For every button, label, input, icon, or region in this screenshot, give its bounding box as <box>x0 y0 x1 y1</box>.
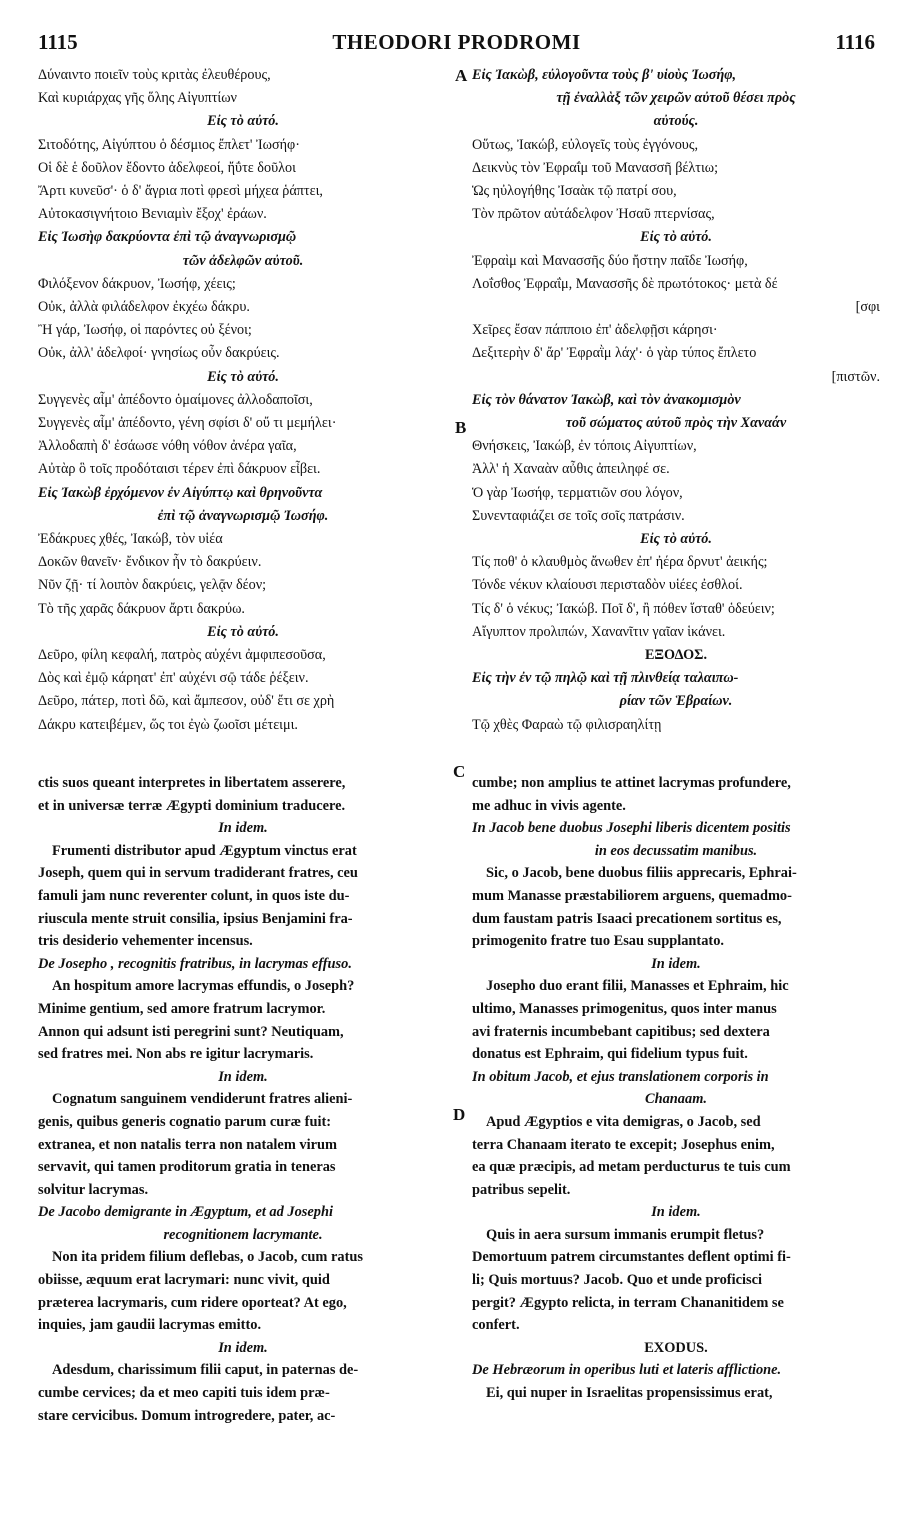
text-line: cumbe cervices; da et meo capiti tuis idem præ- <box>38 1385 330 1402</box>
text-line: ultimo, Manasses primogenitus, quos inter manus <box>472 1000 777 1017</box>
page-number-left: 1115 <box>38 30 78 54</box>
text-line: Οὐκ, ἀλλ' ἀδελφοί· γνησίως οὖν δακρύεις. <box>38 345 280 362</box>
section-heading-line: Εἰς τὸ αὐτό. <box>207 113 279 130</box>
section-heading-line: De Hebræorum in operibus luti et lateris afflictione. <box>472 1362 782 1379</box>
text-line: Ei, qui nuper in Israelitas propensissimus erat, <box>486 1385 773 1402</box>
section-heading-line: Εἰς τὸ αὐτό. <box>207 368 279 385</box>
latin-column-right <box>472 772 880 1405</box>
text-line: Οἱ δὲ ἑ δοῦλον ἔδοντο ἀδελφεοί, ἤΰτε δοῦλοι <box>38 159 296 176</box>
text-line: me adhuc in vivis agente. <box>472 797 626 814</box>
text-line: An hospitum amore lacrymas effundis, o Joseph? <box>52 978 355 995</box>
text-line: Joseph, quem qui in servum tradiderant fratres, ceu <box>38 865 358 882</box>
latin-column-left <box>38 772 448 1427</box>
text-line: dum faustam patris Isaaci precationem sortitus es, <box>472 910 782 927</box>
text-line: Ἐδάκρυες χθές, Ἰακώβ, τὸν υἱέα <box>38 531 223 548</box>
text-line: primogenito fratre tuo Esau supplantato. <box>472 933 724 950</box>
text-line: riuscula mente struit consilia, ipsius Benjamini fra- <box>38 910 353 927</box>
text-line: Συγγενὲς αἷμ' ἀπέδοντο ὁμαίμονες ἀλλοδαποῖσι, <box>38 391 313 408</box>
margin-letter-b: B <box>455 418 467 437</box>
section-heading-line: Εἰς τὸ αὐτό. <box>207 623 279 640</box>
text-line: [σφι <box>855 299 880 316</box>
text-line: Θνήσκεις, Ἰακώβ, ἐν τόποις Αἰγυπτίων, <box>472 438 697 455</box>
text-line: Φιλόξενον δάκρυον, Ἰωσήφ, χέεις; <box>38 275 236 292</box>
running-header <box>38 30 875 58</box>
text-line: Non ita pridem filium deflebas, o Jacob, cum ratus <box>52 1249 363 1266</box>
text-line: mum Manasse præstabiliorem arguens, quemadmo- <box>472 887 792 904</box>
text-line: Σιτοδότης, Αἰγύπτου ὁ δέσμιος ἔπλετ' Ἰωσήφ· <box>38 136 300 153</box>
section-heading-line: Εἰς τὴν ἐν τῷ πηλῷ καὶ τῇ πλινθείᾳ ταλαιπω- <box>472 670 739 687</box>
section-heading-line: In Jacob bene duobus Josephi liberis dicentem positis <box>472 820 791 837</box>
text-line: Ἄρτι κυνεῦσ'· ὁ δ' ἄγρια ποτὶ φρεσὶ μήχεα ῥάπτει, <box>38 183 323 200</box>
text-line: Δεξιτερὴν δ' ἄρ' Ἐφραῒμ λάχ'· ὁ γὰρ τύπος ἔπλετο <box>472 345 757 362</box>
text-line: Cognatum sanguinem vendiderunt fratres alieni- <box>52 1091 353 1108</box>
text-line: pergit? Ægypto relicta, in terram Chananitidem se <box>472 1294 784 1311</box>
text-line: Συνενταφιάζει σε τοῖς σοῖς πατράσιν. <box>472 507 685 524</box>
text-line: Δεῦρο, πάτερ, ποτὶ δῶ, καὶ ἄμπεσον, οὐδ' ἔτι σε χρὴ <box>38 693 335 710</box>
section-heading-line: De Josepho , recognitis fratribus, in lacrymas effuso. <box>38 955 352 972</box>
section-heading-line: Εἰς τὸν θάνατον Ἰακὼβ, καὶ τὸν ἀνακομισμὸν <box>472 391 741 408</box>
section-heading-line: Εἰς τὸ αὐτό. <box>640 229 712 246</box>
text-line: sed fratres mei. Non abs re igitur lacrymaris. <box>38 1046 314 1063</box>
text-line: terra Chanaam iterato te excepit; Josephus enim, <box>472 1136 775 1153</box>
text-line: Αὐτὰρ ὃ τοῖς προδόταισι τέρεν ἐπὶ δάκρυον εἶβει. <box>38 461 321 478</box>
text-line: Ἢ γάρ, Ἰωσήφ, οἱ παρόντες οὐ ξένοι; <box>38 322 252 339</box>
text-line: Adesdum, charissimum filii caput, in paternas de- <box>52 1362 359 1379</box>
text-line: Apud Ægyptios e vita demigras, o Jacob, sed <box>486 1113 761 1130</box>
text-line: Ἐφραὶμ καὶ Μανασσῆς δύο ἤστην παῖδε Ἰωσήφ, <box>472 252 748 269</box>
section-heading-line: ΕΞΟΔΟΣ. <box>644 647 708 664</box>
text-line: Ὁ γὰρ Ἰωσήφ, τερματιῶν σου λόγον, <box>472 484 683 501</box>
text-line: servavit, qui tamen proditorum gratia in teneras <box>38 1159 336 1176</box>
text-line: tris desiderio vehementer incensus. <box>38 933 253 950</box>
text-line: Αὐτοκασιγνήτοιο Βενιαμὶν ἔξοχ' ἐράων. <box>38 206 267 223</box>
text-line: Δοκῶν θανεῖν· ἔνδικον ἦν τὸ δακρύειν. <box>38 554 262 571</box>
text-line: Αἴγυπτον προλιπών, Χανανῖτιν γαῖαν ἱκάνει. <box>472 623 726 640</box>
section-heading-line: recognitionem lacrymante. <box>163 1226 323 1243</box>
section-heading-line: Εἰς τὸ αὐτό. <box>640 531 712 548</box>
text-line: Δὸς καὶ ἐμῷ κάρηατ' ἐπ' αὐχένι σῷ τάδε ῥέξειν. <box>38 670 309 687</box>
text-line: Quis in aera sursum immanis erumpit fletus? <box>486 1226 765 1243</box>
section-heading-line: Εἰς Ἰακὼβ, εὐλογοῦντα τοὺς β' υἱοὺς Ἰωσήφ, <box>472 67 737 83</box>
text-line: Δάκρυ κατειβέμεν, ὥς τοι ἐγὼ ζωοῖσι μέτειμι. <box>38 716 298 733</box>
text-line: et in universæ terræ Ægypti dominium traducere. <box>38 797 346 814</box>
text-line: Minime gentium, sed amore fratrum lacrymor. <box>38 1000 326 1017</box>
text-line: Josepho duo erant filii, Manasses et Ephraim, hic <box>486 978 789 995</box>
text-line: Νῦν ζῇ· τί λοιπὸν δακρύεις, γελᾷν δέον; <box>38 577 267 594</box>
text-line: Annon qui adsunt isti peregrini sunt? Neutiquam, <box>38 1023 344 1040</box>
section-heading-line: τοῦ σώματος αὐτοῦ πρὸς τὴν Χαναάν <box>565 415 787 432</box>
text-line: patribus sepelit. <box>472 1181 571 1198</box>
text-line: Τόνδε νέκυν κλαίουσι περισταδὸν υἱέες ἐσθλοί. <box>472 577 743 594</box>
section-heading-line: in eos decussatim manibus. <box>594 842 758 859</box>
section-heading-line: De Jacobo demigrante in Ægyptum, et ad Josephi <box>38 1204 333 1221</box>
text-line: Ἀλλοδαπὴ δ' ἐσάωσε νόθη νόθον ἀνέρα γαῖα, <box>38 438 297 455</box>
greek-column-right <box>472 64 880 737</box>
section-heading-line: In obitum Jacob, et ejus translationem corporis in <box>472 1068 769 1085</box>
text-line: Frumenti distributor apud Ægyptum vinctus erat <box>52 842 357 859</box>
section-heading-line: αὐτούς. <box>653 113 699 130</box>
text-line: Demortuum patrem circumstantes deflent optimi fi- <box>472 1249 791 1266</box>
section-heading-line: τῇ ἐναλλὰξ τῶν χειρῶν αὐτοῦ θέσει πρὸς <box>556 90 796 107</box>
text-line: Δεῦρο, φίλη κεφαλή, πατρὸς αὐχένι ἀμφιπεσοῦσα, <box>38 647 326 664</box>
text-line: Τῷ χθὲς Φαραὼ τῷ φιλισραηλίτῃ <box>472 716 662 733</box>
page-number-right: 1116 <box>835 30 875 54</box>
text-line: solvitur lacrymas. <box>38 1181 149 1198</box>
text-line: Τίς δ' ὁ νέκυς; Ἰακώβ. Ποῖ δ', ἢ πόθεν ἵσταθ' ὁδεύειν; <box>472 600 775 617</box>
margin-letter-d: D <box>453 1105 466 1124</box>
text-line: Δεικνὺς τὸν Ἐφραΐμ τοῦ Μανασσῆ βέλτιω; <box>472 159 719 176</box>
text-line: avi fraternis incumbebant capitibus; sed dextera <box>472 1023 770 1040</box>
text-line: famuli jam nunc reverenter colunt, in quos iste du- <box>38 887 350 904</box>
text-line: Ὡς ηὐλογήθης Ἰσαὰκ τῷ πατρί σου, <box>472 183 677 200</box>
text-line: Τίς ποθ' ὁ κλαυθμὸς ἄνωθεν ἐπ' ἠέρα δρνυτ' ἀεικής; <box>472 554 768 571</box>
margin-letter-a: A <box>455 66 468 85</box>
running-title: THEODORI PRODROMI <box>332 30 581 54</box>
section-heading-line: In idem. <box>218 1068 268 1085</box>
section-heading-line: Εἰς Ἰωσὴφ δακρύοντα ἐπὶ τῷ ἀναγνωρισμῷ <box>38 229 297 246</box>
section-heading-line: Chanaam. <box>645 1091 707 1108</box>
text-line: Καὶ κυριάρχας γῆς ὅλης Αἰγυπτίων <box>38 90 237 107</box>
text-line: Συγγενὲς αἷμ' ἀπέδοντο, γένη σφίσι δ' οὔ τι μεμήλει· <box>38 415 337 432</box>
text-line: Χεῖρες ἔσαν πάπποιο ἐπ' ἀδελφῇσι κάρησι· <box>472 322 718 339</box>
text-line: Sic, o Jacob, bene duobus filiis apprecaris, Ephrai- <box>486 865 797 882</box>
greek-column-left <box>38 64 448 737</box>
text-line: stare cervicibus. Domum introgredere, pater, ac- <box>38 1407 336 1424</box>
text-line: Ἀλλ' ἡ Χαναὰν αὖθις ἀπειληφέ σε. <box>472 461 670 478</box>
text-line: cumbe; non amplius te attinet lacrymas profundere, <box>472 775 791 791</box>
section-heading-line: In idem. <box>651 1204 701 1221</box>
section-heading-line: In idem. <box>218 1339 268 1356</box>
text-line: præterea lacrymaris, cum ridere oporteat? At ego, <box>38 1294 347 1311</box>
section-heading-line: In idem. <box>651 955 701 972</box>
section-heading-line: ρίαν τῶν Ἑβραίων. <box>619 693 733 710</box>
text-line: ctis suos queant interpretes in libertatem asserere, <box>38 775 346 791</box>
text-line: Οὐκ, ἀλλὰ φιλάδελφον ἐκχέω δάκρυ. <box>38 299 250 316</box>
text-line: inquies, jam gaudii lacrymas emitto. <box>38 1317 262 1334</box>
text-line: donatus est Ephraim, qui fidelium typus fuit. <box>472 1046 748 1063</box>
section-heading-line: τῶν ἀδελφῶν αὐτοῦ. <box>182 252 304 269</box>
text-line: Λοΐσθος Ἐφραΐμ, Μανασσῆς δὲ πρωτότοκος· μετὰ δέ <box>472 275 778 292</box>
text-line: Τὸ τῆς χαρᾶς δάκρυον ἄρτι δακρύω. <box>38 600 245 617</box>
section-heading-line: ἐπὶ τῷ ἀναγνωρισμῷ Ἰωσήφ. <box>157 507 329 524</box>
text-line: ea quæ præcipis, ad metam perducturus te tuis cum <box>472 1159 791 1176</box>
text-line: Δύναιντο ποιεῖν τοὺς κριτὰς ἐλευθέρους, <box>38 67 271 83</box>
text-line: confert. <box>472 1317 520 1334</box>
section-heading-line: In idem. <box>218 820 268 837</box>
section-heading-line: EXODUS. <box>644 1339 708 1356</box>
text-line: genis, quibus generis cognatio parum curæ fuit: <box>38 1113 332 1130</box>
text-line: obiisse, æquum erat lacrymari: nunc vivit, quid <box>38 1272 330 1289</box>
text-line: Οὕτως, Ἰακώβ, εὐλογεῖς τοὺς ἐγγόνους, <box>472 136 698 153</box>
text-line: li; Quis mortuus? Jacob. Quo et unde proficisci <box>472 1272 762 1289</box>
margin-letter-c: C <box>453 762 466 781</box>
section-heading-line: Εἰς Ἰακὼβ ἐρχόμενον ἐν Αἰγύπτῳ καὶ θρηνοῦντα <box>38 484 323 501</box>
text-line: extranea, et non natalis terra non natalem virum <box>38 1136 337 1153</box>
text-line: Τὸν πρῶτον αὐτάδελφον Ἠσαῦ πτερνίσας, <box>472 206 715 223</box>
text-line: [πιστῶν. <box>831 368 880 385</box>
